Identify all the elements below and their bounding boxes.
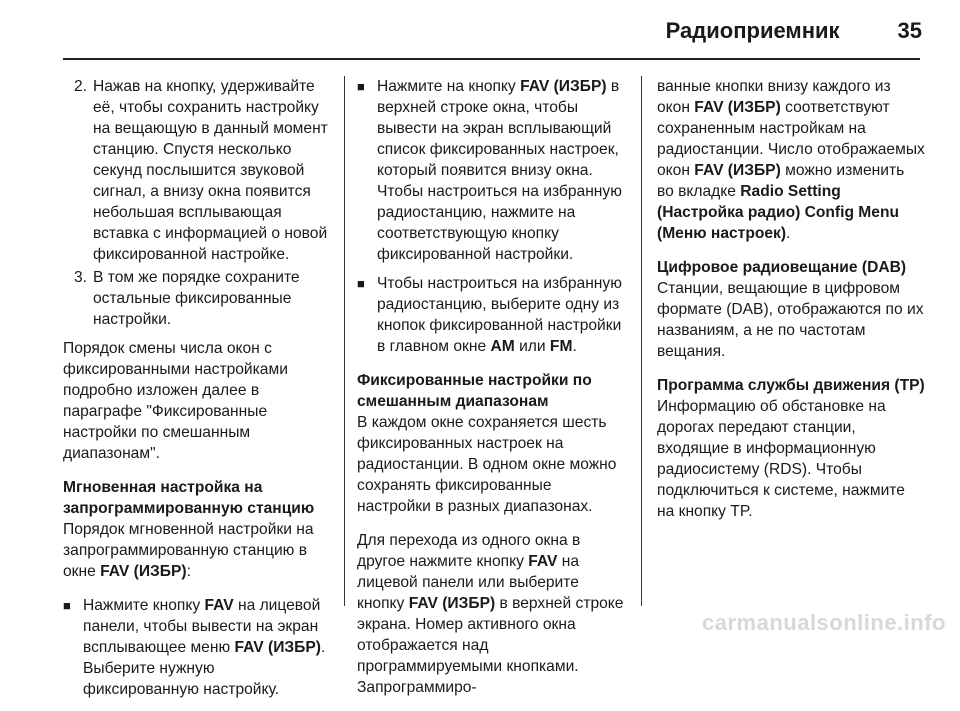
bullet-item: ■ Чтобы настроиться на избранную радиостанцию, выберите одну из кнопок фиксированной настройки в главном окне AM или FM. xyxy=(357,275,622,355)
section xyxy=(63,477,331,582)
bullet-icon: ■ xyxy=(63,598,71,613)
paragraph: ванные кнопки внизу каждого из окон FAV (ИЗБР) соответствуют сохраненным настройкам на радиостанции. Число отображаемых окон FAV (ИЗБР) можно изменить во вкладке Radio Setting (Настройка радио) Config Menu (Меню настроек). xyxy=(657,78,925,242)
header-rule xyxy=(63,58,920,60)
watermark: carmanualsonline.info xyxy=(702,610,946,635)
column-1 xyxy=(63,76,331,708)
bullet-item: ■ Нажмите кнопку FAV на лицевой панели, чтобы вывести на экран всплывающее меню FAV (ИЗБР). Выберите нужную фиксированную настройку. xyxy=(63,597,326,698)
page-number: 35 xyxy=(897,18,922,43)
column-2 xyxy=(357,76,629,711)
paragraph: В каждом окне сохраняется шесть фиксированных настроек на радиостанции. В одном окне можно сохранять фиксированные настройки в разных диапазонах. xyxy=(357,414,617,515)
column-3 xyxy=(657,76,925,535)
bullet-item: ■ Нажмите на кнопку FAV (ИЗБР) в верхней строке окна, чтобы вывести на экран всплывающий список фиксированных настроек, который появится внизу окна. Чтобы настроиться на избранную радиостанцию, нажмите на соответствующую кнопку фиксированной настройки. xyxy=(357,78,622,263)
column-divider xyxy=(641,76,642,606)
section xyxy=(657,257,925,362)
paragraph: Порядок смены числа окон с фиксированными настройками подробно изложен далее в параграфе "Фиксированные настройки по смешанным диапазонам". xyxy=(63,340,288,462)
paragraph: Порядок мгновенной настройки на запрограммированную станцию в окне FAV (ИЗБР): xyxy=(63,521,314,580)
paragraph: Информацию об обстановке на дорогах передают станции, входящие в информационную радиосистему (RDS). Чтобы подключиться к системе, нажмите на кнопку TP. xyxy=(657,398,905,520)
paragraph: Станции, вещающие в цифровом формате (DAB), отображаются по их названиям, а не по частотам вещания. xyxy=(657,280,924,360)
list-item: 3. В том же порядке сохраните остальные фиксированные настройки. xyxy=(73,269,300,328)
page-title: Радиоприемник xyxy=(665,18,840,43)
list-item: 2. Нажав на кнопку, удерживайте её, чтобы сохранить настройку на вещающую в данный момент станцию. Спустя несколько секунд послышится звуковой сигнал, а внизу окна появится небольшая всплывающая вставка с информацией о новой фиксированной настройке. xyxy=(73,78,328,263)
bullet-icon: ■ xyxy=(357,276,365,291)
section xyxy=(657,375,925,522)
bullet-icon: ■ xyxy=(357,79,365,94)
section xyxy=(357,370,629,517)
paragraph: Для перехода из одного окна в другое нажмите кнопку FAV на лицевой панели или выберите кнопку FAV (ИЗБР) в верхней строке экрана. Номер активного окна отображается над программируемыми кнопками. Запрограммиро- xyxy=(357,532,624,696)
section-heading: Фиксированные настройки по смешанным диапазонам xyxy=(357,372,592,410)
section-heading: Программа службы движения (TP) xyxy=(657,377,925,394)
column-divider xyxy=(344,76,345,606)
section-heading: Мгновенная настройка на запрограммированную станцию xyxy=(63,479,315,517)
page-header xyxy=(666,18,922,44)
section-heading: Цифровое радиовещание (DAB) xyxy=(657,259,907,276)
